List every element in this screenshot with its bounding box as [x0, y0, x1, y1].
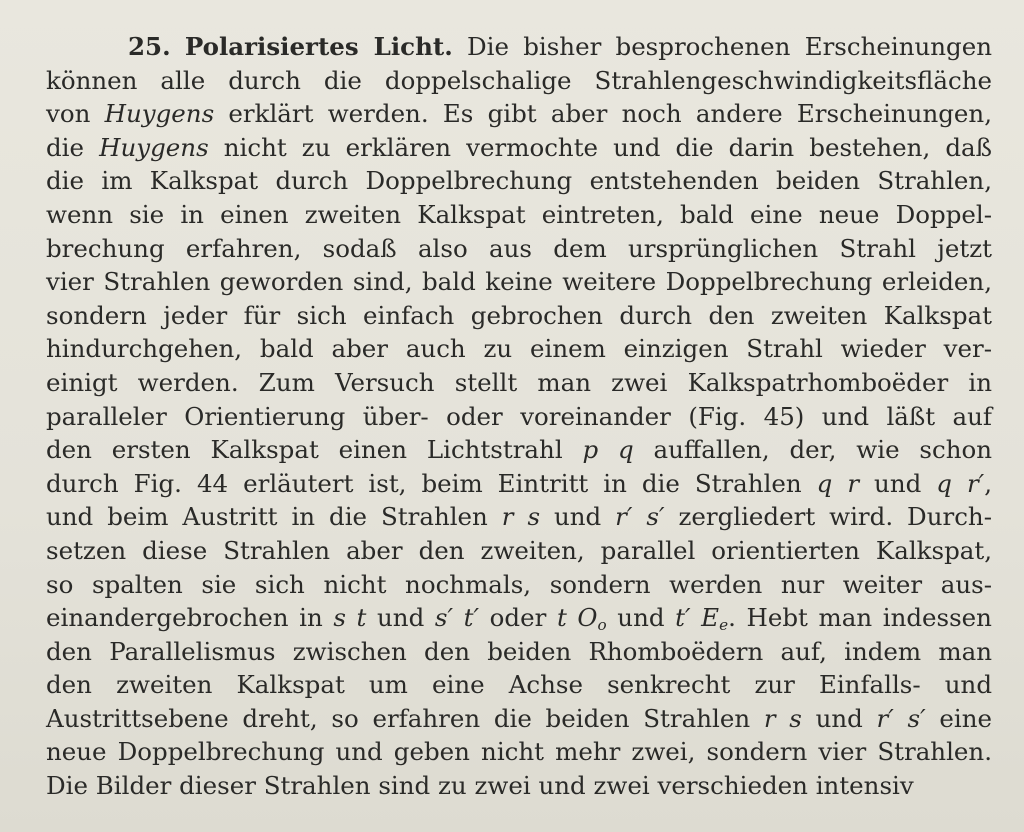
text-span: so spalten sie sich nicht nochmals, sondern werden nur weiter aus-: [46, 569, 992, 599]
text-line: [46, 64, 992, 98]
math-symbol: r s: [763, 703, 802, 733]
text-span: oder: [479, 603, 557, 633]
text-line: [46, 635, 992, 669]
text-line: [46, 265, 992, 299]
math-symbol: t′ E: [675, 603, 720, 633]
text-span: die im Kalkspat durch Doppelbrechung entstehenden beiden Strahlen,: [46, 166, 992, 196]
text-span: nicht zu erklären vermochte und die darin bestehen, daß: [208, 132, 992, 162]
text-span: und: [366, 603, 435, 633]
text-line: [46, 232, 992, 266]
section-number: 25.: [128, 32, 171, 61]
text-span: können alle durch die doppelschalige Strahlengeschwindigkeitsfläche: [46, 65, 992, 95]
text-line: [46, 366, 992, 400]
text-line: [46, 198, 992, 232]
math-symbol: s t: [333, 603, 367, 633]
text-line: [46, 702, 992, 736]
text-line: [46, 97, 992, 131]
text-span: durch Fig. 44 erläutert ist, beim Eintritt in die Strahlen: [46, 468, 817, 498]
text-span: sondern jeder für sich einfach gebrochen durch den zweiten Kalkspat: [46, 300, 992, 330]
math-symbol: q r′: [936, 468, 985, 498]
text-span: . Hebt man indessen: [728, 603, 992, 633]
text-line: [46, 467, 992, 501]
text-span: eine: [925, 703, 993, 733]
section-heading: Polarisiertes Licht.: [184, 32, 453, 61]
text-span: einigt werden. Zum Versuch stellt man zwei Kalkspatrhomboëder in: [46, 367, 992, 397]
text-line: [46, 601, 992, 635]
text-span: einandergebrochen in: [46, 603, 334, 633]
text-line: [46, 30, 992, 64]
text-span: von: [46, 99, 105, 129]
math-symbol: r′ s′: [615, 502, 665, 532]
text-span: und: [801, 703, 877, 733]
text-span: auffallen, der, wie schon: [633, 435, 993, 465]
text-span: und: [606, 603, 676, 633]
text-line: [46, 400, 992, 434]
math-symbol: e: [719, 615, 729, 634]
text-span: und: [859, 468, 937, 498]
text-span: ,: [984, 468, 993, 498]
text-span: Austrittsebene dreht, so erfahren die beiden Strahlen: [46, 703, 764, 733]
math-symbol: s′ t′: [434, 603, 480, 633]
text-line: [46, 332, 992, 366]
text-span: und beim Austritt in die Strahlen: [46, 502, 502, 532]
math-symbol: r s: [501, 502, 541, 532]
text-span: wenn sie in einen zweiten Kalkspat eintreten, bald eine neue Doppel-: [46, 199, 992, 229]
math-symbol: Huygens: [104, 99, 215, 129]
math-symbol: t O: [556, 603, 598, 633]
text-span: den ersten Kalkspat einen Lichtstrahl: [46, 435, 583, 465]
text-span: und: [540, 502, 616, 532]
text-line: [46, 534, 992, 568]
text-line: [46, 568, 992, 602]
math-symbol: o: [597, 615, 607, 634]
text-span: vier Strahlen geworden sind, bald keine weitere Doppelbrechung erleiden,: [46, 267, 992, 297]
text-span: zergliedert wird. Durch-: [664, 502, 992, 532]
text-line: [46, 164, 992, 198]
section-text: [46, 30, 992, 803]
text-span: den zweiten Kalkspat um eine Achse senkrecht zur Einfalls- und: [46, 670, 992, 700]
text-span: den Parallelismus zwischen den beiden Rhomboëdern auf, indem man: [46, 636, 992, 666]
text-span: hindurchgehen, bald aber auch zu einem einzigen Strahl wieder ver-: [46, 334, 992, 364]
text-line: [46, 735, 992, 769]
text-line: [46, 668, 992, 702]
text-line: [46, 131, 992, 165]
text-line: [46, 433, 992, 467]
math-symbol: p q: [582, 435, 634, 465]
text-span: Die bisher besprochenen Erscheinungen: [466, 32, 992, 61]
text-line: [46, 769, 992, 803]
text-span: erklärt werden. Es gibt aber noch andere Erscheinungen,: [214, 99, 992, 129]
text-line: [46, 299, 992, 333]
text-span: Die Bilder dieser Strahlen sind zu zwei und zwei verschieden intensiv: [46, 771, 914, 801]
math-symbol: q r: [816, 468, 860, 498]
text-line: [46, 500, 992, 534]
math-symbol: r′ s′: [876, 703, 926, 733]
text-span: neue Doppelbrechung und geben nicht mehr zwei, sondern vier Strahlen.: [46, 737, 992, 767]
text-span: setzen diese Strahlen aber den zweiten, parallel orientierten Kalkspat,: [46, 535, 992, 565]
text-span: die: [46, 132, 100, 162]
math-symbol: Huygens: [99, 132, 209, 162]
text-span: paralleler Orientierung über- oder voreinander (Fig. 45) und läßt auf: [46, 401, 992, 431]
text-span: brechung erfahren, sodaß also aus dem ursprünglichen Strahl jetzt: [46, 233, 992, 263]
